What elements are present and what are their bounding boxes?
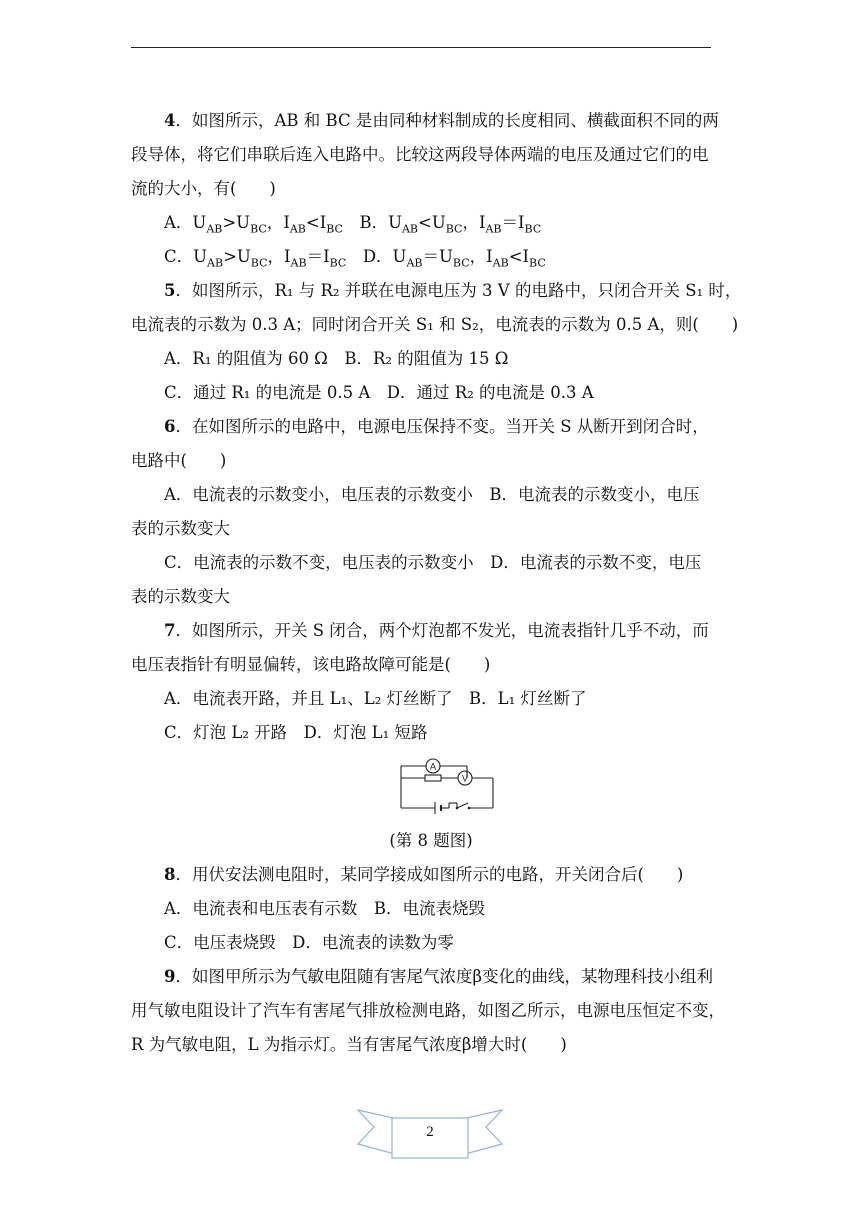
switch-contact (468, 807, 471, 810)
q9-line3: R 为气敏电阻，L 为指示灯。当有害尾气浓度β增大时( ) (131, 1035, 567, 1054)
q9-line1: 9．如图甲所示为气敏电阻随有害尾气浓度β变化的曲线，某物理科技小组利 (164, 967, 714, 986)
q8-options-ab: A．电流表和电压表有示数 B．电流表烧毁 (164, 899, 486, 918)
q5-number: 5 (164, 281, 176, 300)
q6-options-ab-line1: A．电流表的示数变小，电压表的示数变小 B．电流表的示数变小，电压 (164, 485, 700, 504)
q8-number: 8 (164, 865, 176, 884)
q7-line2: 电压表指针有明显偏转，该电路故障可能是( ) (131, 655, 491, 674)
q5-options-cd: C．通过 R₁ 的电流是 0.5 A D．通过 R₂ 的电流是 0.3 A (164, 383, 594, 402)
q4-line1: 4．如图所示，AB 和 BC 是由同种材料制成的长度相同、横截面积不同的两 (164, 111, 719, 130)
circuit-diagram (397, 752, 497, 822)
q6-options-ab-line2: 表的示数变大 (131, 519, 230, 538)
page-footer (340, 1104, 520, 1164)
header-rule (131, 47, 711, 48)
switch-pivot (456, 807, 459, 810)
q8-options-cd: C．电压表烧毁 D．电流表的读数为零 (164, 933, 454, 952)
q7-options-cd: C．灯泡 L₂ 开路 D．灯泡 L₁ 短路 (164, 723, 428, 742)
q8-line1: 8．用伏安法测电阻时，某同学接成如图所示的电路，开关闭合后( ) (164, 865, 684, 884)
figure-caption: (第 8 题图) (389, 831, 473, 850)
q6-line1: 6．在如图所示的电路中，电源电压保持不变。当开关 S 从断开到闭合时， (164, 417, 709, 436)
q7-number: 7 (164, 621, 176, 640)
q5-line1: 5．如图所示，R₁ 与 R₂ 并联在电源电压为 3 V 的电路中，只闭合开关 S₁ 时， (164, 281, 742, 300)
ammeter-label: A (429, 761, 437, 772)
page-number: 2 (426, 1124, 434, 1140)
q6-line2: 电路中( ) (131, 451, 227, 470)
q4-options-ab: A．$U_{AB}>U_{BC}$，$I_{AB}<I_{BC}$ B．$U_{AB}<U_{BC}$，$I_{AB}=I_{BC}$ (164, 213, 542, 236)
voltmeter-label: V (461, 773, 469, 784)
q4-line3: 流的大小，有( ) (131, 179, 276, 198)
q5-line2: 电流表的示数为 0.3 A；同时闭合开关 S₁ 和 S₂，电流表的示数为 0.5 A，则( ) (131, 315, 739, 334)
q4-line2: 段导体，将它们串联后连入电路中。比较这两段导体两端的电压及通过它们的电 (131, 145, 709, 164)
q4-options-cd: C．$U_{AB}>U_{BC}$，$I_{AB}=I_{BC}$ D．$U_{AB}=U_{BC}$，$I_{AB}<I_{BC}$ (164, 247, 546, 270)
q7-options-ab: A．电流表开路，并且 L₁、L₂ 灯丝断了 B．L₁ 灯丝断了 (164, 689, 587, 708)
q6-number: 6 (164, 417, 176, 436)
question-list (131, 104, 742, 1062)
q6-options-cd-line1: C．电流表的示数不变，电压表的示数变小 D．电流表的示数不变，电压 (164, 553, 702, 572)
q4-number: 4 (164, 111, 176, 130)
q9-line2: 用气敏电阻设计了汽车有害尾气排放检测电路，如图乙所示，电源电压恒定不变， (131, 1001, 725, 1020)
q9-number: 9 (164, 967, 176, 986)
circuit-figure (131, 750, 731, 824)
q6-options-cd-line2: 表的示数变大 (131, 587, 230, 606)
q7-line1: 7．如图所示，开关 S 闭合，两个灯泡都不发光，电流表指针几乎不动，而 (164, 621, 709, 640)
q5-options-ab: A．R₁ 的阻值为 60 Ω B．R₂ 的阻值为 15 Ω (164, 349, 509, 368)
